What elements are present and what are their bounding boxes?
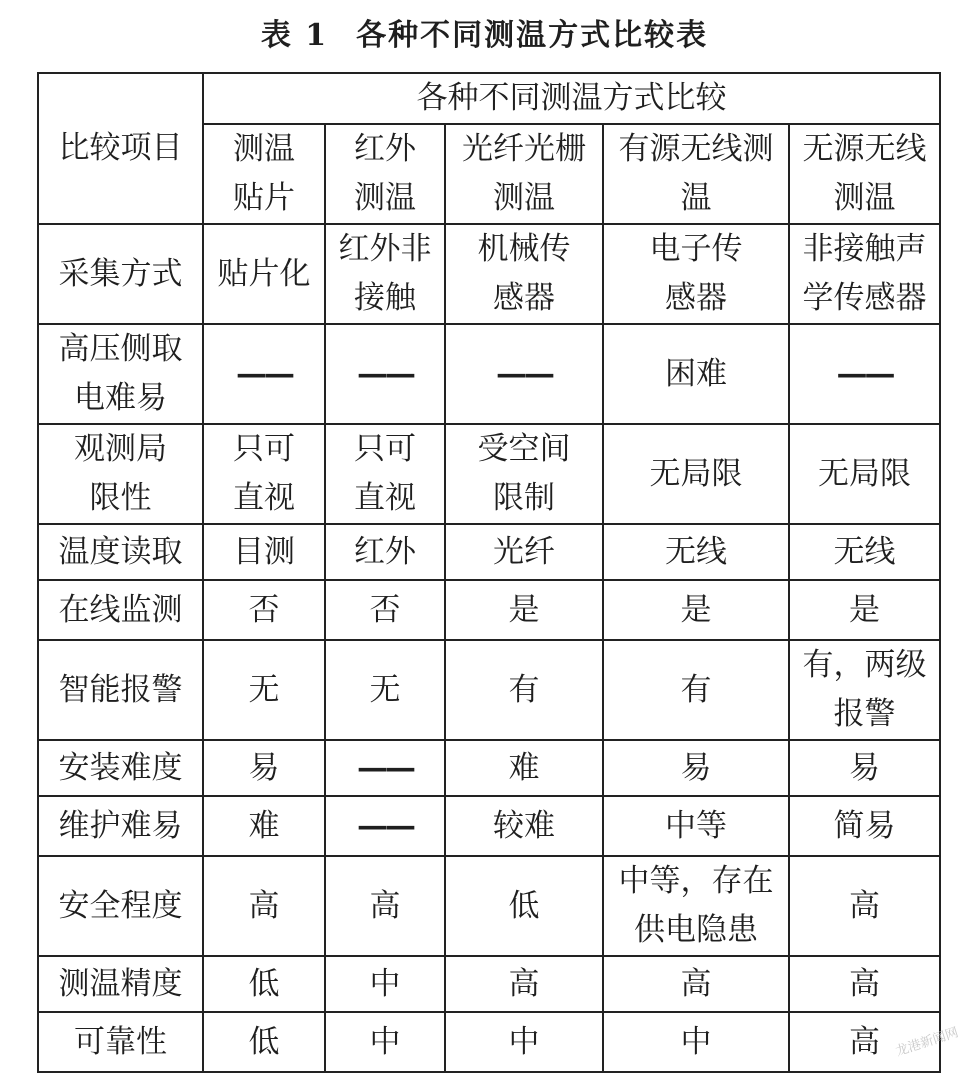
row-label-line: 在线监测: [58, 591, 183, 628]
table-cell: [325, 324, 445, 424]
row-label: [38, 324, 203, 424]
table-cell: [325, 796, 445, 856]
table-row: [38, 956, 940, 1012]
header-line: 测温: [833, 180, 896, 216]
row-label: [38, 956, 203, 1012]
row-label: [38, 640, 203, 740]
table-cell: [789, 856, 940, 956]
table-cell: [603, 796, 789, 856]
table-cell: [203, 956, 325, 1012]
table-cell: [325, 856, 445, 956]
cell-line: 限制: [493, 480, 555, 516]
table-cell: [789, 324, 940, 424]
cell-line: 易: [849, 749, 881, 786]
cell-line: 有，两级: [802, 647, 927, 683]
table-cell: [325, 1012, 445, 1072]
table-row: [38, 740, 940, 796]
table-cell: [445, 524, 603, 580]
table-cell: [789, 224, 940, 324]
cell-line: 中: [369, 1023, 401, 1060]
table-row: [38, 1012, 940, 1072]
table-cell: [603, 524, 789, 580]
table-cell: [203, 324, 325, 424]
row-label: [38, 856, 203, 956]
row-label-line: 电难易: [74, 380, 167, 416]
cell-line: 直视: [233, 480, 295, 516]
table-cell: [325, 224, 445, 324]
cell-line: 简易: [833, 807, 896, 844]
cell-line: 供电隐患: [634, 912, 758, 948]
table-row: [38, 324, 940, 424]
cell-line: 无局限: [649, 455, 743, 492]
table-cell: [445, 1012, 603, 1072]
table-row: [38, 524, 940, 580]
cell-line: 中: [508, 1023, 540, 1060]
table-cell: [789, 796, 940, 856]
table-cell: [603, 580, 789, 640]
table-cell: [789, 524, 940, 580]
table-cell: [203, 424, 325, 524]
row-label: [38, 796, 203, 856]
table-cell: [325, 740, 445, 796]
table-cell: [203, 524, 325, 580]
cell-line: 中: [680, 1023, 712, 1060]
cell-line: 无: [248, 671, 280, 708]
cell-line: 低: [508, 887, 540, 924]
cell-line: ——: [236, 355, 292, 392]
cell-line: 高: [849, 1023, 881, 1060]
table-cell: [789, 956, 940, 1012]
table-cell: [203, 740, 325, 796]
table-cell: [325, 956, 445, 1012]
cell-line: 是: [508, 591, 540, 628]
row-label-line: 高压侧取: [58, 331, 183, 367]
cell-line: 光纤: [493, 533, 555, 570]
cell-line: 是: [849, 591, 881, 628]
table-caption: [0, 10, 969, 62]
cell-line: ——: [496, 355, 552, 392]
header-line: 测温: [354, 180, 416, 216]
row-label: [38, 1012, 203, 1072]
header-line: 贴片: [233, 180, 295, 216]
row-label: [38, 740, 203, 796]
table-cell: [603, 856, 789, 956]
table-cell: [603, 1012, 789, 1072]
table-cell: [445, 424, 603, 524]
table-cell: [325, 640, 445, 740]
table-cell: [789, 424, 940, 524]
cell-line: 难: [248, 807, 280, 844]
table-cell: [445, 640, 603, 740]
cell-line: 报警: [833, 696, 896, 732]
table-cell: [445, 224, 603, 324]
cell-line: 高: [849, 965, 881, 1002]
table-cell: [445, 740, 603, 796]
cell-line: 无线: [665, 533, 727, 570]
cell-line: 是: [680, 591, 712, 628]
table-cell: [603, 956, 789, 1012]
table-cell: [603, 740, 789, 796]
table-row: [38, 796, 940, 856]
comparison-table: [37, 72, 941, 1073]
table-cell: [445, 580, 603, 640]
row-label-line: 温度读取: [58, 533, 183, 570]
row-label: [38, 580, 203, 640]
row-label-line: 智能报警: [58, 671, 183, 708]
table-cell: [445, 796, 603, 856]
cell-line: ——: [836, 355, 893, 392]
row-label-line: 观测局: [74, 431, 167, 467]
row-label-line: 安全程度: [58, 887, 183, 924]
cell-line: 感器: [665, 280, 727, 316]
cell-line: 高: [508, 965, 540, 1002]
row-label-line: 可靠性: [74, 1023, 167, 1060]
cell-line: 红外: [354, 533, 416, 570]
table-row: [38, 640, 940, 740]
table-row: [38, 856, 940, 956]
cell-line: 否: [248, 591, 280, 628]
cell-line: 中: [369, 965, 401, 1002]
cell-line: 只可: [354, 431, 416, 467]
cell-line: 中等: [665, 807, 727, 844]
cell-line: 高: [248, 887, 280, 924]
cell-line: 较难: [493, 807, 555, 844]
table-cell: [445, 856, 603, 956]
table-cell: [445, 956, 603, 1012]
cell-line: 易: [680, 749, 712, 786]
cell-line: 难: [508, 749, 540, 786]
column-header: [325, 124, 445, 224]
row-label-line: 维护难易: [58, 807, 183, 844]
table-cell: [203, 1012, 325, 1072]
cell-line: 只可: [233, 431, 295, 467]
row-label-line: 限性: [89, 480, 152, 516]
cell-line: 低: [248, 965, 280, 1002]
corner-header: 比较项目: [38, 73, 203, 224]
table-cell: [603, 640, 789, 740]
table-cell: [203, 856, 325, 956]
cell-line: 否: [369, 591, 401, 628]
table-cell: [789, 640, 940, 740]
cell-line: 感器: [493, 280, 555, 316]
header-line: 红外: [354, 131, 416, 167]
cell-line: 电子传: [649, 231, 743, 267]
table-cell: [325, 424, 445, 524]
header-line: 光纤光栅: [462, 131, 586, 167]
row-label: [38, 424, 203, 524]
cell-line: 受空间: [477, 431, 571, 467]
cell-line: ——: [357, 749, 413, 786]
column-header: [445, 124, 603, 224]
header-line: 无源无线: [802, 131, 927, 167]
table-cell: [603, 224, 789, 324]
table-cell: [325, 524, 445, 580]
header-line: 测温: [493, 180, 555, 216]
table-number: 表 1: [260, 18, 329, 53]
row-label-line: 安装难度: [58, 749, 183, 786]
column-header: [203, 124, 325, 224]
table-cell: [203, 580, 325, 640]
table-cell: [603, 424, 789, 524]
table-cell: [789, 740, 940, 796]
cell-line: 学传感器: [802, 280, 927, 316]
group-header: 各种不同测温方式比较: [203, 73, 940, 124]
header-line: 测温: [233, 131, 295, 167]
table-row: [38, 424, 940, 524]
cell-line: 接触: [354, 280, 416, 316]
header-line: 温: [680, 180, 712, 216]
cell-line: ——: [357, 355, 413, 392]
table-row: [38, 224, 940, 324]
table-cell: [789, 580, 940, 640]
cell-line: 非接触声: [802, 231, 927, 267]
cell-line: 高: [849, 887, 881, 924]
table-cell: [325, 580, 445, 640]
cell-line: 有: [508, 671, 540, 708]
column-header: [603, 124, 789, 224]
header-row-group: [38, 73, 940, 124]
cell-line: ——: [357, 807, 413, 844]
table-title: 各种不同测温方式比较表: [356, 18, 709, 53]
cell-line: 高: [680, 965, 712, 1002]
cell-line: 高: [369, 887, 401, 924]
cell-line: 贴片化: [217, 255, 311, 292]
cell-line: 中等，存在: [618, 863, 774, 899]
cell-line: 红外非: [338, 231, 432, 267]
table-cell: [445, 324, 603, 424]
row-label-line: 采集方式: [58, 255, 183, 292]
watermark: 龙港新闻网: [893, 1025, 961, 1060]
cell-line: 困难: [665, 355, 727, 392]
cell-line: 机械传: [477, 231, 571, 267]
cell-line: 无局限: [818, 455, 912, 492]
cell-line: 有: [680, 671, 712, 708]
table-cell: [203, 224, 325, 324]
table-cell: [203, 640, 325, 740]
table-row: [38, 580, 940, 640]
row-label: [38, 224, 203, 324]
row-label: [38, 524, 203, 580]
cell-line: 低: [248, 1023, 280, 1060]
row-label-line: 测温精度: [58, 965, 183, 1002]
cell-line: 无线: [833, 533, 896, 570]
header-line: 有源无线测: [618, 131, 774, 167]
cell-line: 无: [369, 671, 401, 708]
table-cell: [203, 796, 325, 856]
cell-line: 直视: [354, 480, 416, 516]
cell-line: 目测: [233, 533, 295, 570]
table-cell: [603, 324, 789, 424]
column-header: [789, 124, 940, 224]
cell-line: 易: [248, 749, 280, 786]
